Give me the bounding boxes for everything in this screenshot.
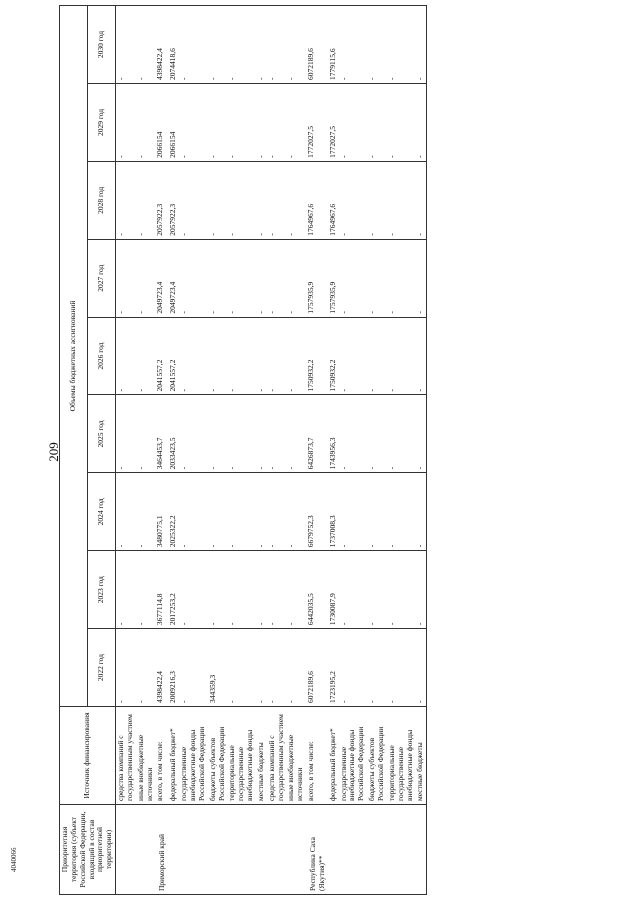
value-cell: - [267, 239, 287, 317]
value-cell: - [208, 161, 228, 239]
value-cell: 2017253,2 [168, 551, 179, 629]
territory-cell [256, 805, 267, 895]
territory-cell [415, 805, 426, 895]
territory-cell [328, 805, 339, 895]
header-allocations: Объемы бюджетных ассигнований [60, 6, 88, 707]
table-row [227, 6, 256, 895]
value-cell: 1737008,3 [328, 473, 339, 551]
territory-cell [387, 805, 416, 895]
value-cell: - [208, 473, 228, 551]
value-cell: - [367, 239, 387, 317]
value-cell: - [136, 84, 156, 162]
value-cell: - [267, 395, 287, 473]
value-cell: 2066154 [155, 84, 168, 162]
source-cell: местные бюджеты [256, 707, 267, 805]
table-row [116, 6, 136, 895]
value-cell: - [179, 84, 208, 162]
value-cell: 1772027,5 [328, 84, 339, 162]
page-number: 209 [46, 442, 61, 462]
value-cell: - [116, 551, 136, 629]
value-cell: - [136, 239, 156, 317]
value-cell: - [415, 161, 426, 239]
value-cell: - [227, 239, 256, 317]
value-cell: - [267, 551, 287, 629]
value-cell: - [387, 6, 416, 84]
rotated-table-container [59, 5, 604, 895]
header-year: 2028 год [88, 161, 116, 239]
header-year: 2026 год [88, 317, 116, 395]
source-cell: территориальные государственные внебюджетные фонды [227, 707, 256, 805]
value-cell: - [208, 395, 228, 473]
value-cell: 1757935,9 [306, 239, 328, 317]
value-cell: - [227, 84, 256, 162]
value-cell: - [415, 551, 426, 629]
value-cell: 2025322,2 [168, 473, 179, 551]
table-row [415, 6, 426, 895]
value-cell: - [286, 395, 306, 473]
value-cell: - [415, 395, 426, 473]
value-cell: - [267, 161, 287, 239]
source-cell: местные бюджеты [415, 707, 426, 805]
table-row [155, 6, 168, 895]
value-cell: 6072189,6 [306, 6, 328, 84]
header-year: 2023 год [88, 551, 116, 629]
table-row [208, 6, 228, 895]
header-year: 2024 год [88, 473, 116, 551]
value-cell: - [256, 629, 267, 707]
value-cell: - [286, 629, 306, 707]
value-cell: 6679752,3 [306, 473, 328, 551]
source-cell: иные внебюджетные источники [286, 707, 306, 805]
value-cell: - [227, 395, 256, 473]
value-cell: - [136, 6, 156, 84]
value-cell: - [208, 551, 228, 629]
value-cell: - [256, 84, 267, 162]
value-cell: - [136, 629, 156, 707]
value-cell: 1764967,6 [328, 161, 339, 239]
value-cell: - [339, 161, 368, 239]
value-cell: - [136, 161, 156, 239]
value-cell: - [227, 6, 256, 84]
value-cell: - [339, 629, 368, 707]
value-cell: 3677114,8 [155, 551, 168, 629]
header-source: Источник финансирования [60, 707, 116, 805]
value-cell: - [286, 473, 306, 551]
territory-cell [339, 805, 368, 895]
value-cell: 2074418,6 [168, 6, 179, 84]
value-cell: - [136, 473, 156, 551]
value-cell: - [267, 6, 287, 84]
value-cell: 6072189,6 [306, 629, 328, 707]
source-cell: государственные внебюджетные фонды Российской Федерации [339, 707, 368, 805]
table-row [256, 6, 267, 895]
value-cell: - [286, 239, 306, 317]
value-cell: - [179, 317, 208, 395]
value-cell: - [367, 395, 387, 473]
value-cell: 1764967,6 [306, 161, 328, 239]
value-cell: - [367, 161, 387, 239]
value-cell: 1750932,2 [328, 317, 339, 395]
value-cell: - [208, 6, 228, 84]
source-cell: бюджеты субъектов Российской Федерации [208, 707, 228, 805]
value-cell: 2041557,2 [155, 317, 168, 395]
value-cell: 1772027,5 [306, 84, 328, 162]
value-cell: - [367, 6, 387, 84]
value-cell: - [208, 317, 228, 395]
table-row [387, 6, 416, 895]
value-cell: - [179, 6, 208, 84]
table-row [306, 6, 328, 895]
value-cell: - [286, 161, 306, 239]
source-cell: территориальные государственные внебюджетные фонды [387, 707, 416, 805]
territory-cell [267, 805, 287, 895]
value-cell: - [179, 239, 208, 317]
value-cell: - [116, 239, 136, 317]
value-cell: - [415, 84, 426, 162]
header-year: 2030 год [88, 6, 116, 84]
value-cell: - [267, 473, 287, 551]
value-cell: - [286, 6, 306, 84]
value-cell: - [227, 551, 256, 629]
value-cell: - [339, 473, 368, 551]
value-cell: 2033423,5 [168, 395, 179, 473]
territory-cell [136, 805, 156, 895]
source-cell: иные внебюджетные источники [136, 707, 156, 805]
source-cell: всего, в том числе: [155, 707, 168, 805]
value-cell: - [179, 395, 208, 473]
budget-allocations-table [59, 5, 427, 895]
value-cell: - [179, 473, 208, 551]
value-cell: 2049723,4 [155, 239, 168, 317]
value-cell: 1723195,2 [328, 629, 339, 707]
value-cell: - [267, 84, 287, 162]
value-cell: - [267, 629, 287, 707]
value-cell: - [387, 551, 416, 629]
value-cell: 1757935,9 [328, 239, 339, 317]
value-cell: - [136, 317, 156, 395]
territory-cell [227, 805, 256, 895]
value-cell: - [116, 317, 136, 395]
source-cell: средства компаний с государственным участием [267, 707, 287, 805]
value-cell: - [415, 239, 426, 317]
value-cell: - [208, 84, 228, 162]
source-cell: государственные внебюджетные фонды Российской Федерации [179, 707, 208, 805]
value-cell: - [256, 551, 267, 629]
value-cell: - [116, 6, 136, 84]
value-cell: - [179, 629, 208, 707]
value-cell: 2057922,3 [168, 161, 179, 239]
value-cell: 2041557,2 [168, 317, 179, 395]
header-year: 2022 год [88, 629, 116, 707]
value-cell: - [116, 473, 136, 551]
value-cell: - [227, 473, 256, 551]
value-cell: 1730087,9 [328, 551, 339, 629]
source-cell: федеральный бюджет* [328, 707, 339, 805]
header-year: 2027 год [88, 239, 116, 317]
header-territory: Приоритетная территория (субъект Российской Федерации, входящий в состав приоритетной территории) [60, 805, 116, 895]
value-cell: - [286, 551, 306, 629]
value-cell: - [387, 395, 416, 473]
value-cell: - [367, 317, 387, 395]
source-cell: средства компаний с государственным участием [116, 707, 136, 805]
value-cell: 1743956,3 [328, 395, 339, 473]
territory-cell: Приморский край [155, 805, 168, 895]
value-cell: 3464453,7 [155, 395, 168, 473]
value-cell: - [208, 239, 228, 317]
territory-cell [208, 805, 228, 895]
value-cell: 1750932,2 [306, 317, 328, 395]
value-cell: - [367, 84, 387, 162]
value-cell: 2066154 [168, 84, 179, 162]
value-cell: - [415, 629, 426, 707]
value-cell: - [367, 551, 387, 629]
territory-cell [179, 805, 208, 895]
value-cell: - [415, 6, 426, 84]
table-row [179, 6, 208, 895]
value-cell: - [339, 317, 368, 395]
header-row-group [60, 6, 88, 895]
value-cell: - [116, 161, 136, 239]
territory-cell [168, 805, 179, 895]
value-cell: - [286, 84, 306, 162]
value-cell: - [339, 6, 368, 84]
territory-cell [286, 805, 306, 895]
table-row [168, 6, 179, 895]
value-cell: - [267, 317, 287, 395]
table-row [136, 6, 156, 895]
value-cell: - [387, 317, 416, 395]
table-row [267, 6, 287, 895]
value-cell: - [339, 551, 368, 629]
source-cell: всего, в том числе: [306, 707, 328, 805]
territory-cell [367, 805, 387, 895]
table-row [286, 6, 306, 895]
value-cell: - [387, 84, 416, 162]
value-cell: 2057922,3 [155, 161, 168, 239]
value-cell: 2009216,3 [168, 629, 179, 707]
value-cell: - [367, 629, 387, 707]
value-cell: 4398422,4 [155, 629, 168, 707]
value-cell: 6426873,7 [306, 395, 328, 473]
value-cell: - [227, 161, 256, 239]
value-cell: - [116, 629, 136, 707]
table-row [339, 6, 368, 895]
value-cell: - [339, 239, 368, 317]
value-cell: - [256, 317, 267, 395]
value-cell: - [387, 629, 416, 707]
table-row [367, 6, 387, 895]
document-code: 4040066 [10, 847, 18, 872]
table-row [328, 6, 339, 895]
value-cell: - [116, 395, 136, 473]
value-cell: - [227, 629, 256, 707]
territory-cell [116, 805, 136, 895]
value-cell: 344359,3 [208, 629, 228, 707]
value-cell: - [387, 473, 416, 551]
value-cell: - [256, 395, 267, 473]
table-body [116, 6, 427, 895]
source-cell: бюджеты субъектов Российской Федерации [367, 707, 387, 805]
territory-cell: Республика Саха (Якутия)** [306, 805, 328, 895]
value-cell: - [227, 317, 256, 395]
value-cell: - [339, 395, 368, 473]
value-cell: - [256, 161, 267, 239]
value-cell: 4398422,4 [155, 6, 168, 84]
header-year: 2029 год [88, 84, 116, 162]
value-cell: - [387, 239, 416, 317]
value-cell: - [256, 473, 267, 551]
value-cell: - [136, 551, 156, 629]
value-cell: - [387, 161, 416, 239]
value-cell: - [179, 551, 208, 629]
value-cell: - [367, 473, 387, 551]
value-cell: - [256, 6, 267, 84]
header-year: 2025 год [88, 395, 116, 473]
value-cell: - [116, 84, 136, 162]
value-cell: - [136, 395, 156, 473]
value-cell: 6442035,5 [306, 551, 328, 629]
source-cell: федеральный бюджет* [168, 707, 179, 805]
value-cell: - [415, 317, 426, 395]
value-cell: - [286, 317, 306, 395]
value-cell: 3480775,1 [155, 473, 168, 551]
value-cell: 2049723,4 [168, 239, 179, 317]
value-cell: - [339, 84, 368, 162]
value-cell: - [256, 239, 267, 317]
value-cell: 1779115,6 [328, 6, 339, 84]
value-cell: - [415, 473, 426, 551]
value-cell: - [179, 161, 208, 239]
